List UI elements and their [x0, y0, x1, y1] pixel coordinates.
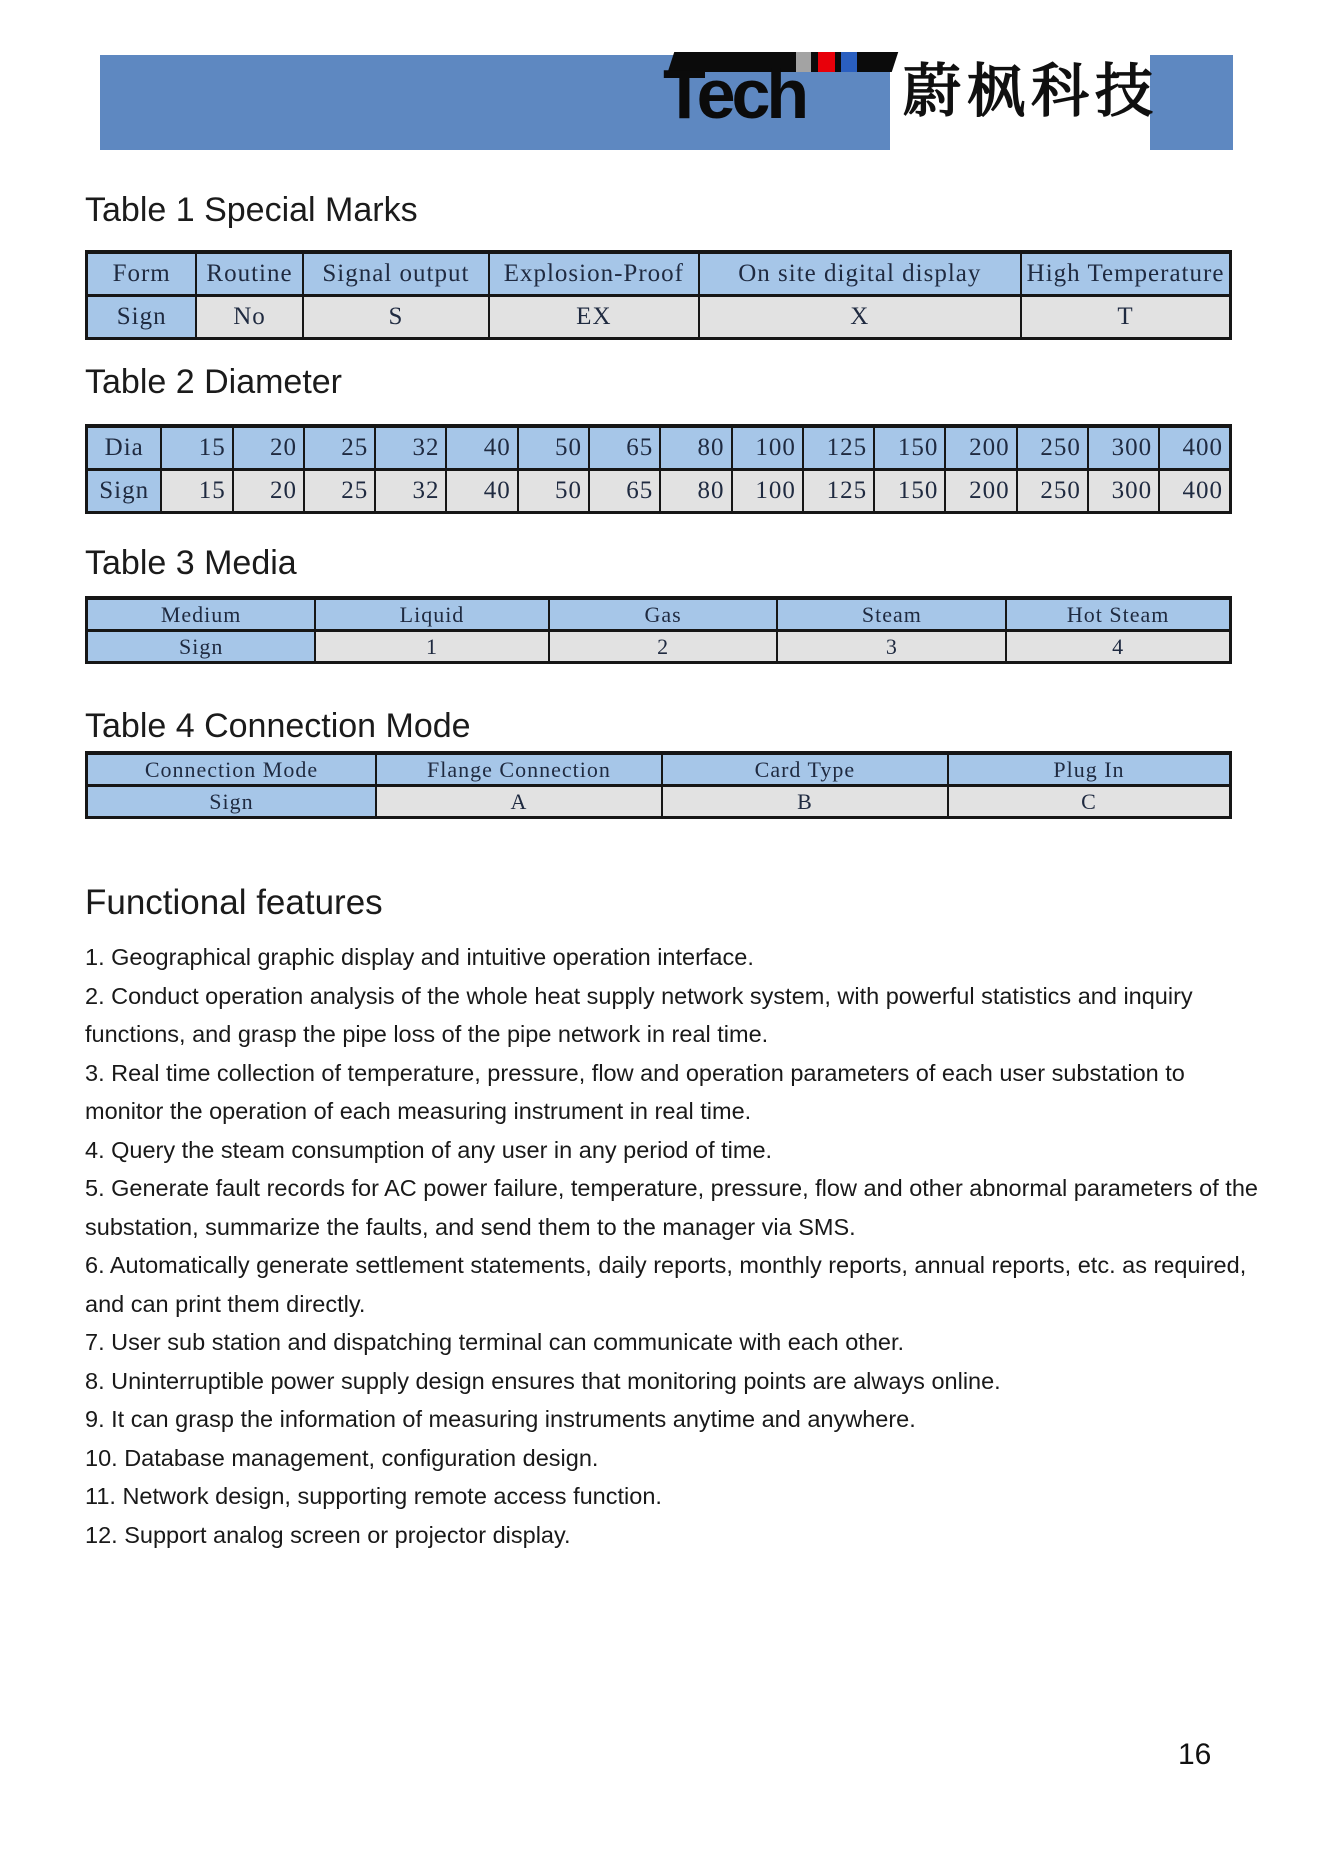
table-header-cell: 400: [1159, 426, 1230, 470]
feature-item: 5. Generate fault records for AC power failure, temperature, pressure, flow and other abnormal parameters of the substation, summarize the faults, and send them to the manager via SMS.: [85, 1175, 1258, 1240]
company-logo: [663, 52, 897, 132]
features-list: [85, 938, 1267, 1554]
feature-item: 12. Support analog screen or projector display.: [85, 1521, 571, 1548]
banner-end-square: [1150, 55, 1233, 150]
table-header-cell: Explosion-Proof: [489, 252, 698, 296]
logo-tech-text: Tech: [663, 55, 806, 133]
table2-title: Table 2 Diameter: [85, 363, 343, 401]
table-row: [87, 753, 1231, 786]
table-cell: 250: [1017, 470, 1088, 513]
table-cell: Sign: [87, 786, 376, 818]
table-header-cell: Dia: [87, 426, 162, 470]
feature-item: 10. Database management, configuration design.: [85, 1444, 599, 1471]
table-header-cell: On site digital display: [699, 252, 1022, 296]
table4-title: Table 4 Connection Mode: [85, 707, 471, 745]
table-cell: 4: [1006, 631, 1230, 663]
feature-item: 7. User sub station and dispatching terminal can communicate with each other.: [85, 1329, 905, 1355]
table-header-cell: Medium: [87, 598, 316, 631]
table-cell: A: [376, 786, 662, 818]
table-header-cell: High Temperature: [1021, 252, 1230, 296]
table-cell: Sign: [87, 296, 197, 339]
table-header-cell: Card Type: [662, 753, 948, 786]
feature-item: 6. Automatically generate settlement statements, daily reports, monthly reports, annual reports, etc. as required, and can print them directly.: [85, 1252, 1247, 1317]
table-cell: 2: [549, 631, 778, 663]
table-header-cell: 20: [233, 426, 304, 470]
table-cell: 125: [803, 470, 874, 513]
table-header-cell: 25: [304, 426, 375, 470]
table-header-cell: Flange Connection: [376, 753, 662, 786]
table-cell: 32: [375, 470, 446, 513]
table-header-cell: 100: [732, 426, 803, 470]
page-number: 16: [1178, 1738, 1212, 1771]
feature-item: 3. Real time collection of temperature, pressure, flow and operation parameters of each user substation to monitor the operation of each measuring instrument in real time.: [85, 1059, 1185, 1124]
table-cell: C: [948, 786, 1231, 818]
table-row: [87, 786, 1231, 818]
table-cell: 40: [446, 470, 517, 513]
logo-chinese-text: 蔚枫科技: [903, 57, 1160, 125]
table-cell: 150: [874, 470, 945, 513]
feature-item: 1. Geographical graphic display and intuitive operation interface.: [85, 944, 754, 970]
table-cell: 200: [945, 470, 1016, 513]
table-header-cell: Liquid: [315, 598, 548, 631]
table-cell: No: [196, 296, 302, 339]
table-header-cell: 32: [375, 426, 446, 470]
table-cell: X: [699, 296, 1022, 339]
table-row: [87, 598, 1231, 631]
table-cell: EX: [489, 296, 698, 339]
table-row: [87, 426, 1231, 470]
table-cell: 25: [304, 470, 375, 513]
table-cell: S: [303, 296, 489, 339]
table-connection-mode: [85, 751, 1232, 819]
table3-title: Table 3 Media: [85, 544, 297, 582]
table-header-cell: 80: [660, 426, 731, 470]
table-cell: Sign: [87, 470, 162, 513]
table-header-cell: Routine: [196, 252, 302, 296]
table-header-cell: 65: [589, 426, 660, 470]
table-media: [85, 596, 1232, 664]
table-cell: 400: [1159, 470, 1230, 513]
table-header-cell: 300: [1088, 426, 1159, 470]
table-header-cell: 200: [945, 426, 1016, 470]
logo-square-red: [818, 52, 835, 72]
table-cell: 1: [315, 631, 548, 663]
table-header-cell: 50: [518, 426, 589, 470]
table-header-cell: 150: [874, 426, 945, 470]
table-header-cell: Connection Mode: [87, 753, 376, 786]
table-diameter: [85, 424, 1232, 514]
table-header-cell: 250: [1017, 426, 1088, 470]
table-row: [87, 631, 1231, 663]
table1-title: Table 1 Special Marks: [85, 191, 418, 229]
table-header-cell: 40: [446, 426, 517, 470]
table-header-cell: Steam: [777, 598, 1006, 631]
logo-square-blue: [841, 52, 857, 72]
table-cell: 15: [161, 470, 232, 513]
table-row: [87, 296, 1231, 339]
table-cell: Sign: [87, 631, 316, 663]
table-header-cell: Form: [87, 252, 197, 296]
feature-item: 8. Uninterruptible power supply design ensures that monitoring points are always online.: [85, 1367, 1001, 1394]
table-cell: 300: [1088, 470, 1159, 513]
table-cell: 20: [233, 470, 304, 513]
feature-item: 11. Network design, supporting remote access function.: [85, 1483, 662, 1509]
table-row: [87, 470, 1231, 513]
table-cell: T: [1021, 296, 1230, 339]
table-cell: 100: [732, 470, 803, 513]
feature-item: 4. Query the steam consumption of any user in any period of time.: [85, 1136, 773, 1163]
table-special-marks: [85, 250, 1232, 340]
table-cell: 80: [660, 470, 731, 513]
feature-item: 2. Conduct operation analysis of the whole heat supply network system, with powerful statistics and inquiry functions, and grasp the pipe loss of the pipe network in real time.: [85, 982, 1193, 1047]
table-header-cell: Signal output: [303, 252, 489, 296]
table-cell: B: [662, 786, 948, 818]
feature-item: 9. It can grasp the information of measuring instruments anytime and anywhere.: [85, 1406, 916, 1432]
table-header-cell: 15: [161, 426, 232, 470]
table-header-cell: Plug In: [948, 753, 1231, 786]
table-cell: 50: [518, 470, 589, 513]
table-cell: 65: [589, 470, 660, 513]
table-row: [87, 252, 1231, 296]
table-header-cell: 125: [803, 426, 874, 470]
table-header-cell: Hot Steam: [1006, 598, 1230, 631]
table-header-cell: Gas: [549, 598, 778, 631]
table-cell: 3: [777, 631, 1006, 663]
features-title: Functional features: [85, 883, 383, 922]
